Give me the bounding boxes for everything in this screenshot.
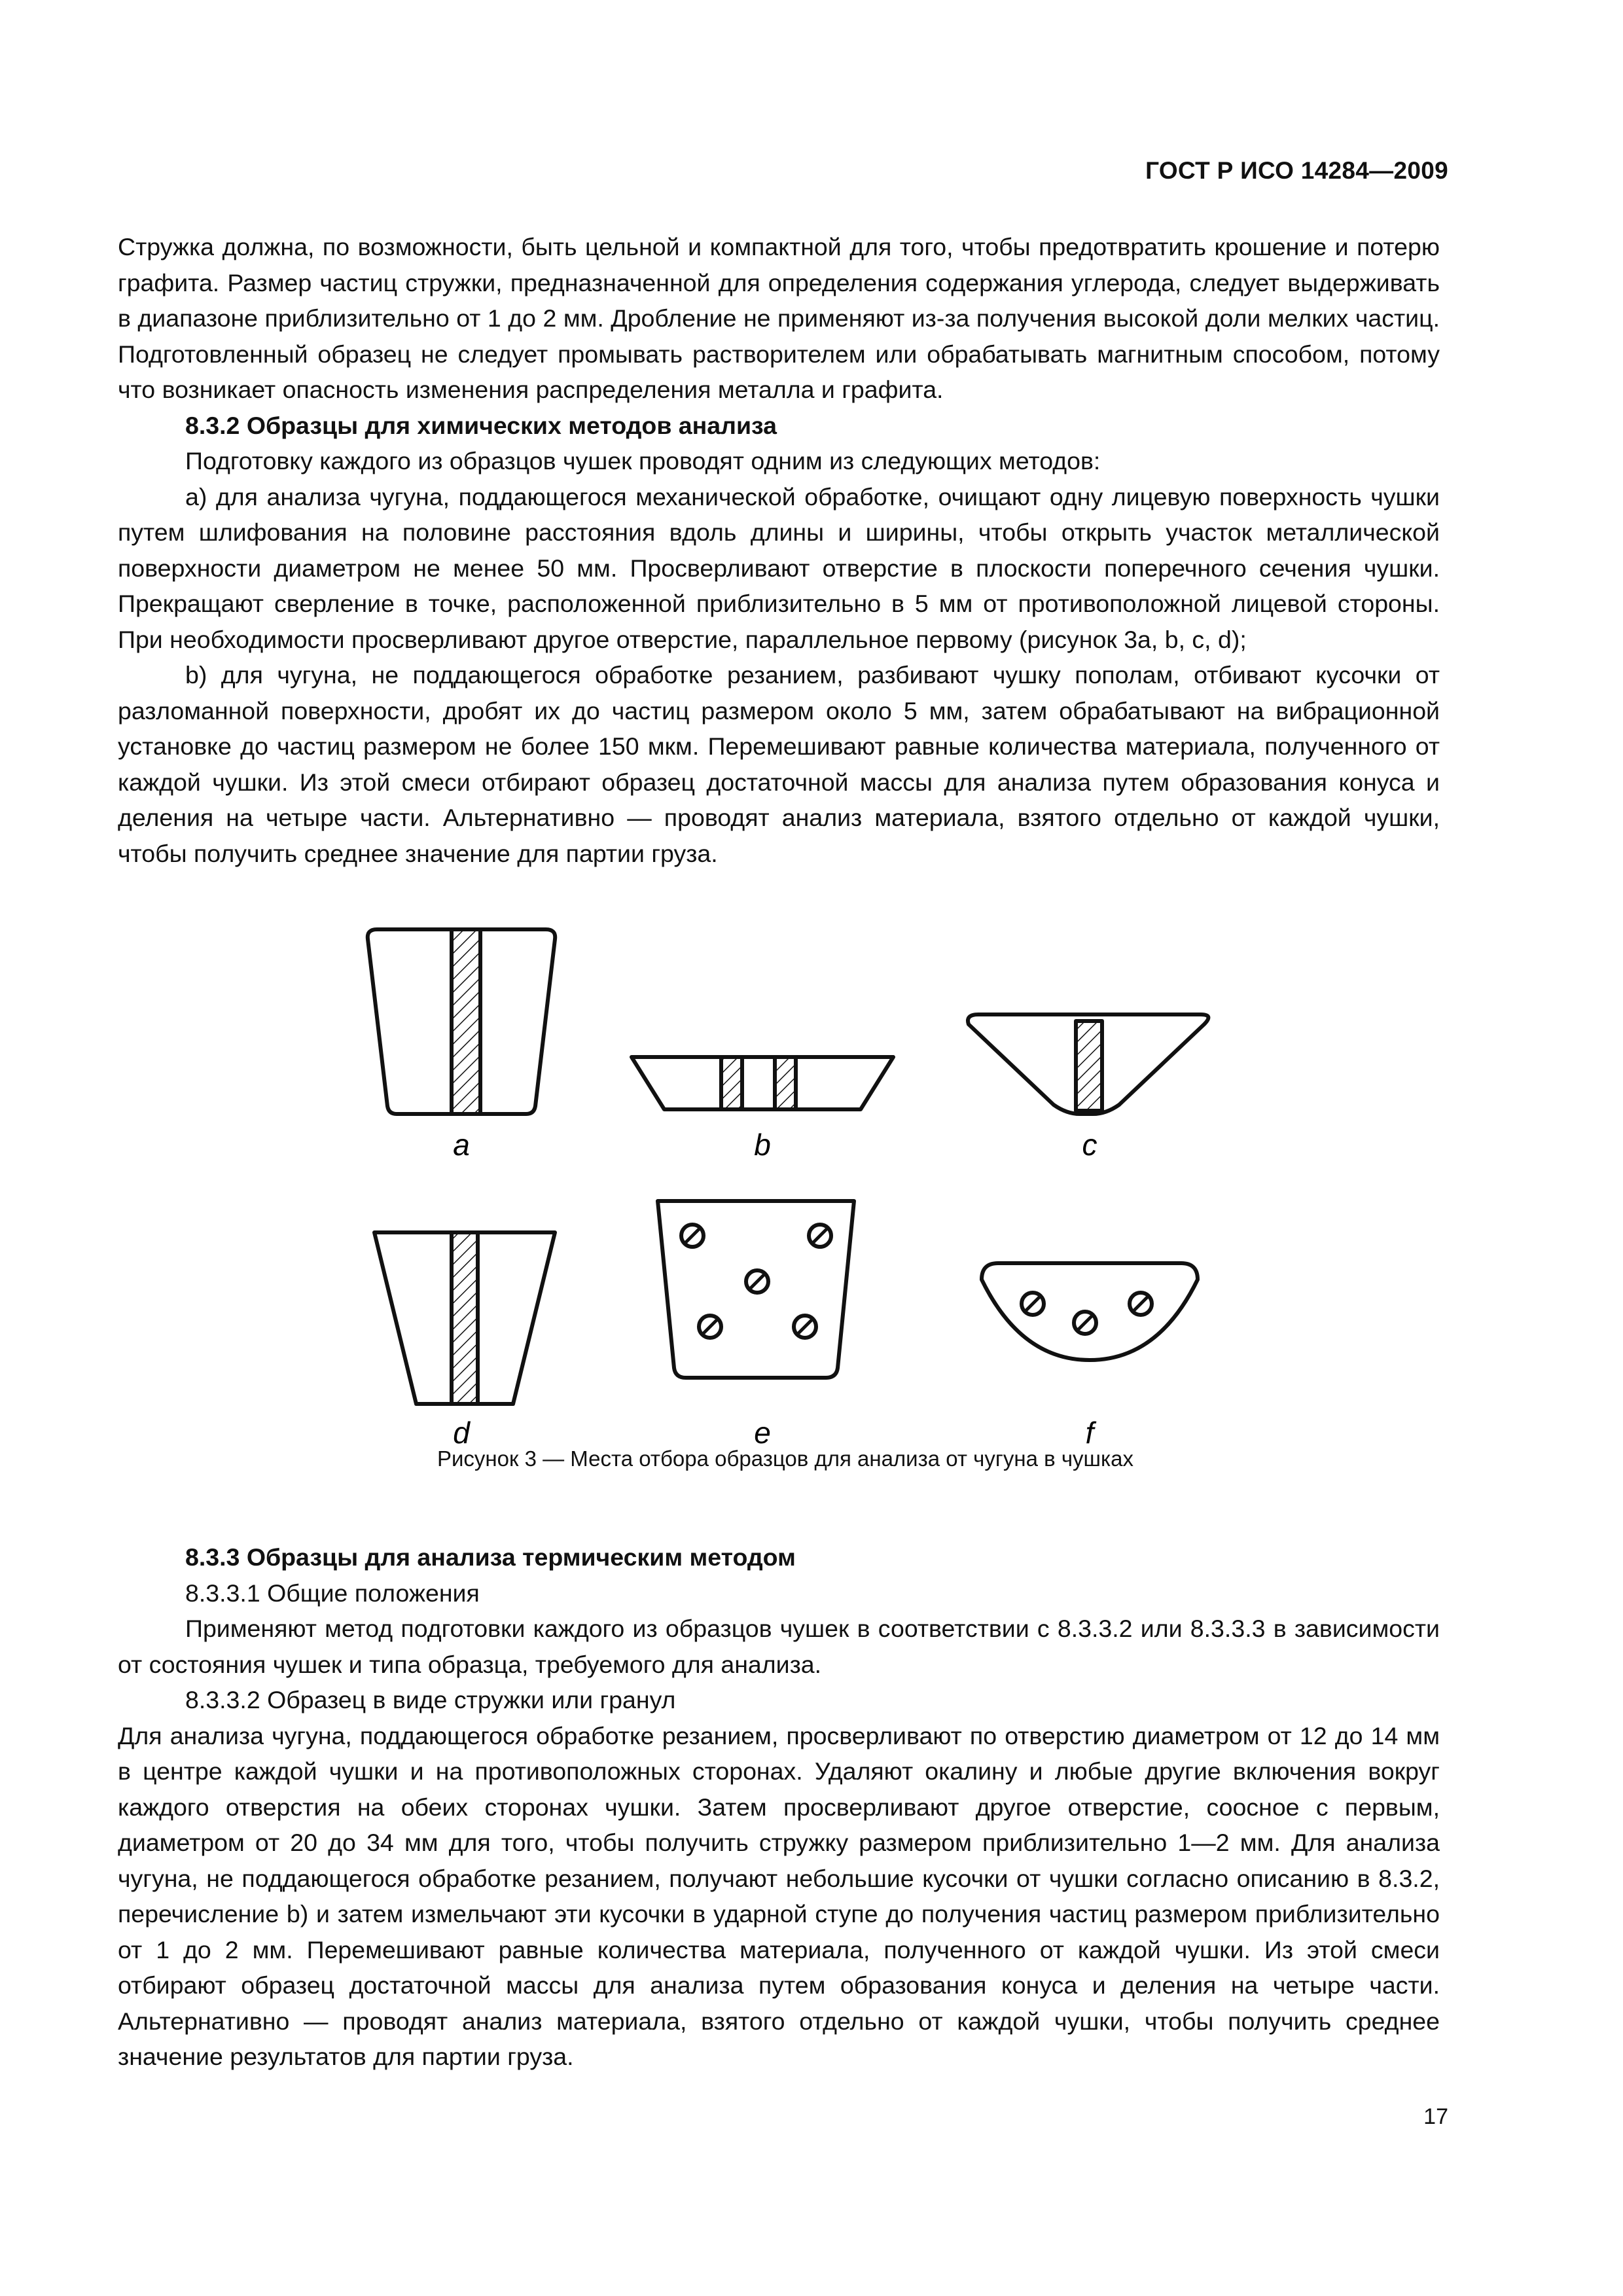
text-block-lower (118, 1539, 1440, 2075)
paragraph-general: Применяют метод подготовки каждого из образцов чушек в соответствии с 8.3.3.2 или 8.3.3.3 в зависимости от состояния чушек и типа образца, требуемого для анализа. (118, 1615, 1440, 1678)
subsection-title-8-3-3-1: 8.3.3.1 Общие положения (185, 1579, 480, 1607)
drill-hole-icon (1022, 1293, 1044, 1315)
drill-hole-icon (809, 1225, 831, 1247)
drill-hole-icon (746, 1270, 768, 1293)
subsection-title-8-3-3-2: 8.3.3.2 Образец в виде стружки или гранул (185, 1686, 676, 1713)
figure-3-sampling-diagram (340, 923, 1257, 1460)
shape-d (374, 1232, 555, 1404)
drill-hole-icon (699, 1316, 721, 1338)
shape-b (632, 1057, 893, 1109)
paragraph-intro: Подготовку каждого из образцов чушек проводят одним из следующих методов: (185, 447, 1101, 475)
list-item-a: а) для анализа чугуна, поддающегося механической обработке, очищают одну лицевую поверхность чушки путем шлифования на половине расстояния вдоль длины и ширины, чтобы открыть участок металлической поверхности диаметром не менее 50 мм. Просверливают отверстие в плоскости поперечного сечения чушки. Прекращают сверление в точке, расположенной приблизительно в 5 мм от противоположной лицевой стороны. При необходимости просверливают другое отверстие, параллельное первому (рисунок 3a, b, c, d); (118, 482, 1440, 653)
figure-label-f: f (1085, 1416, 1094, 1450)
figure-label-d: d (453, 1416, 470, 1450)
section-heading-8-3-3: 8.3.3 Образцы для анализа термическим методом (185, 1543, 796, 1571)
drill-hole-icon (681, 1225, 704, 1247)
figure-label-e: e (754, 1416, 771, 1450)
drill-hole-icon (1074, 1312, 1096, 1334)
paragraph-chips: Стружка должна, по возможности, быть цельной и компактной для того, чтобы предотвратить крошение и потерю графита. Размер частиц стружки, предназначенной для определения содержания углерода, следует выдерживать в диапазоне приблизительно от 1 до 2 мм. Дробление не применяют из-за получения высокой доли мелких частиц. Подготовленный образец не следует промывать растворителем или обрабатывать магнитным способом, потому что возникает опасность изменения распределения металла и графита. (118, 233, 1440, 403)
figure-label-a: a (453, 1128, 470, 1162)
text-block-upper (118, 229, 1440, 871)
paragraph-chips-granules: Для анализа чугуна, поддающегося обработке резанием, просверливают по отверстию диаметром от 12 до 14 мм в центре каждой чушки и на противоположных сторонах. Удаляют окалину и любые другие включения вокруг каждого отверстия на обеих сторонах чушки. Затем просверливают другое отверстие, соосное с первым, диаметром от 20 до 34 мм для того, чтобы получить стружку размером приблизительно 1—2 мм. Для анализа чугуна, не поддающегося обработке резанием, получают небольшие кусочки от чушки согласно описанию в 8.3.2, перечисление b) и затем измельчают эти кусочки в ударной ступе до получения частиц размером приблизительно от 1 до 2 мм. Перемешивают равные количества материала, полученного от каждой чушки. Из этой смеси отбирают образец достаточной массы для анализа путем образования конуса и деления на четыре части. Альтернативно — проводят анализ материала, взятого отдельно от каждой чушки, чтобы получить среднее значение результатов для партии груза. (118, 1721, 1440, 2070)
drill-hole-icon (794, 1316, 816, 1338)
figure-label-c: c (1082, 1128, 1097, 1162)
list-item-b: b) для чугуна, не поддающегося обработке резанием, разбивают чушку пополам, отбивают кусочки от разломанной поверхности, дробят их до частиц размером около 5 мм, затем обрабатывают на вибрационной установке до частиц размером не более 150 мкм. Перемешивают равные количества материала, полученного от каждой чушки. Из этой смеси отбирают образец достаточной массы для анализа путем образования конуса и деления на четыре части. Альтернативно — проводят анализ материала, взятого отдельно от каждой чушки, чтобы получить среднее значение для партии груза. (118, 661, 1440, 867)
section-heading-8-3-2: 8.3.2 Образцы для химических методов анализа (185, 411, 777, 439)
drill-hole-icon (1130, 1293, 1152, 1315)
page-number: 17 (1423, 2104, 1448, 2129)
shape-a (368, 929, 555, 1114)
figure-caption: Рисунок 3 — Места отбора образцов для анализа от чугуна в чушках (437, 1446, 1134, 1471)
shape-c (968, 1014, 1208, 1114)
figure-label-b: b (754, 1128, 771, 1162)
document-header: ГОСТ Р ИСО 14284—2009 (1145, 157, 1448, 184)
